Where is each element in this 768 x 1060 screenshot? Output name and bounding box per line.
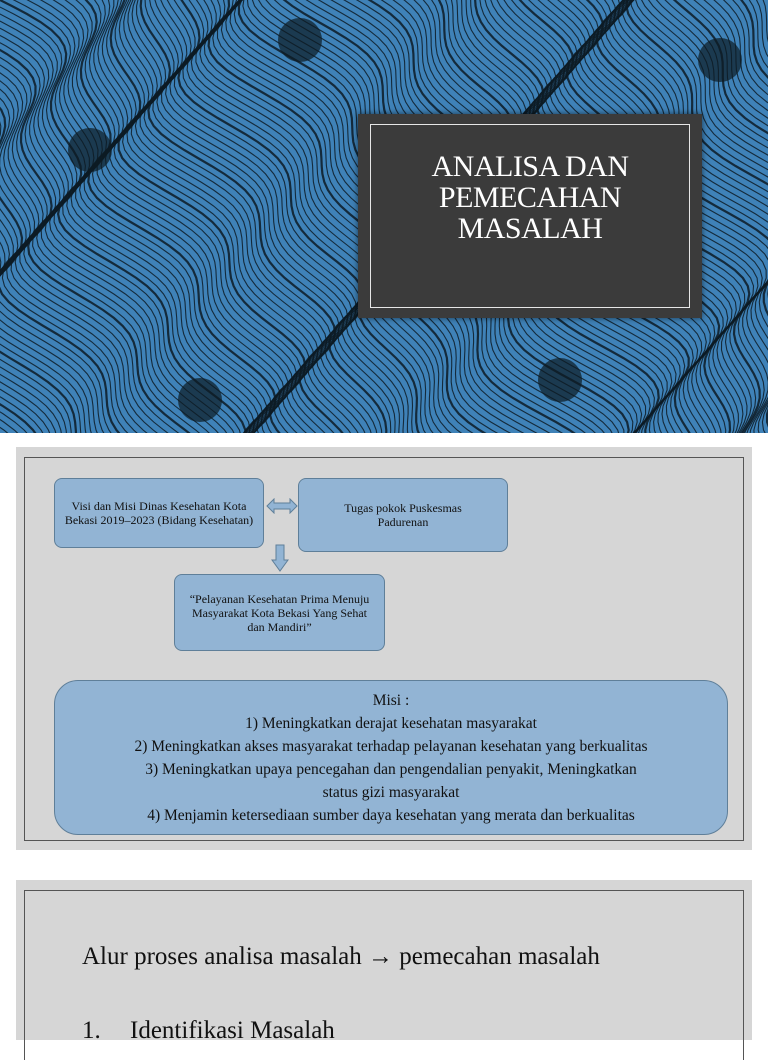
visi-box-text: Visi dan Misi Dinas Kesehatan Kota Bekasi 2019–2023 (Bidang Kesehatan) (64, 499, 254, 527)
slide-frame (24, 457, 744, 841)
misi-item: 2) Meningkatkan akses masyarakat terhadap pelayanan kesehatan yang berkualitas (134, 737, 648, 755)
slide-title: ANALISA DAN PEMECAHAN MASALAH (431, 150, 629, 245)
misi-box (54, 680, 728, 835)
title-slide (0, 0, 768, 433)
list-item-number: 1. (82, 1017, 101, 1044)
title-box-border (370, 124, 690, 308)
visi-box (54, 478, 264, 548)
tugas-box-text: Tugas pokok Puskesmas Padurenan (344, 501, 462, 529)
process-heading: Alur proses analisa masalah → pemecahan masalah (82, 943, 600, 970)
double-arrow-icon (266, 498, 298, 514)
process-slide (16, 880, 752, 1044)
vision-mission-slide (16, 447, 752, 850)
misi-item: 1) Meningkatkan derajat kesehatan masyarakat (245, 714, 537, 732)
tugas-box (298, 478, 508, 552)
misi-item: 3) Meningkatkan upaya pencegahan dan pengendalian penyakit, Meningkatkan status gizi masyarakat (145, 760, 637, 801)
misi-title: Misi : (372, 691, 410, 709)
misi-item: 4) Menjamin ketersediaan sumber daya kesehatan yang merata dan berkualitas (147, 806, 635, 824)
list-item (82, 1017, 335, 1045)
list-item-label: Identifikasi Masalah (130, 1017, 335, 1044)
title-box (358, 114, 702, 318)
tagline-box-text: “Pelayanan Kesehatan Prima Menuju Masyarakat Kota Bekasi Yang Sehat dan Mandiri” (189, 591, 370, 634)
slide-frame (24, 890, 744, 1060)
down-arrow-icon (271, 544, 289, 572)
tagline-box (174, 574, 385, 651)
